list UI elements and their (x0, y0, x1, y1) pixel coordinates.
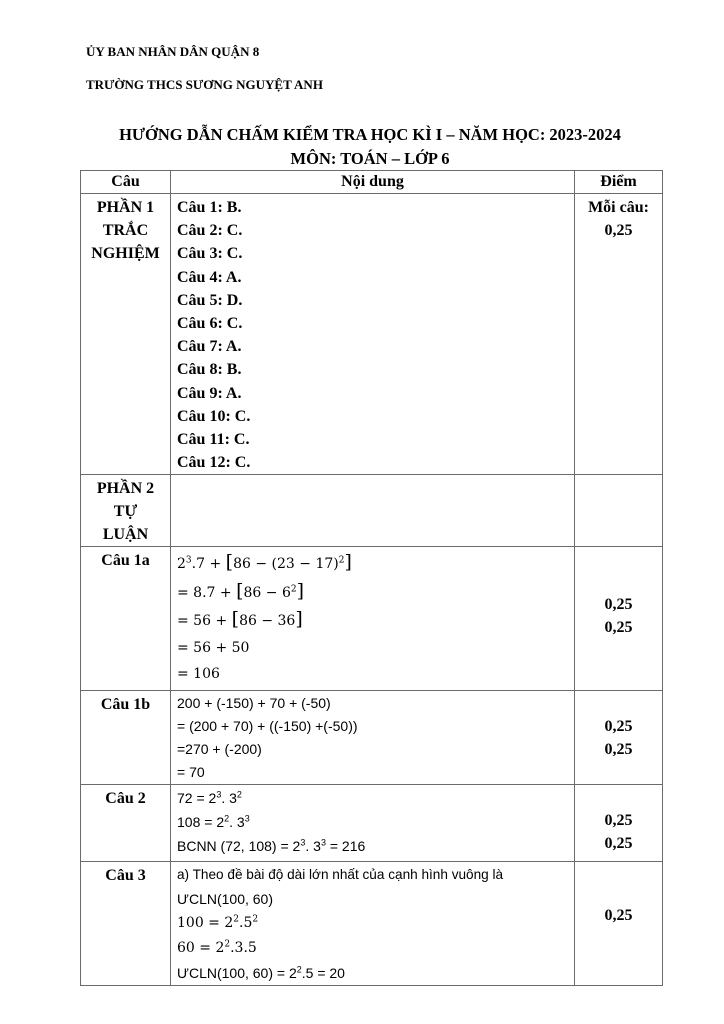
part1-label (81, 194, 171, 475)
q1b-line: = 70 (177, 764, 205, 781)
q1a-points (575, 547, 663, 691)
math-token: .5 = 20 (301, 965, 345, 982)
math-token: 108 = 2 (177, 814, 225, 831)
header-diem: Điểm (575, 171, 663, 194)
answer-item: Câu 9: A. (177, 384, 242, 402)
answer-item: Câu 11: C. (177, 431, 250, 449)
math-token: = 216 (325, 838, 366, 855)
table-row-part1 (81, 194, 663, 475)
answer-item: Câu 3: C. (177, 245, 243, 263)
points-value: 0,25 (604, 835, 633, 853)
q1a-line-2: = $8.7 + [86 - 6^2]$ (177, 579, 305, 602)
table-row-part2 (81, 475, 663, 547)
math-exp: 3 (300, 837, 306, 848)
q3-label: Câu 3 (81, 862, 171, 986)
math-token: . 3 (305, 838, 321, 855)
q2-line-3 (177, 834, 574, 858)
answer-item: Câu 12: C. (177, 454, 251, 472)
math-token: .5 (239, 915, 253, 932)
answer-item: Câu 7: A. (177, 338, 242, 356)
header-noi-dung: Nội dung (171, 171, 575, 194)
q1b-line: =270 + (-200) (177, 741, 262, 758)
points-value: 0,25 (604, 812, 633, 830)
part2-points (575, 475, 663, 547)
table-header-row (81, 171, 663, 194)
answer-item: Câu 5: D. (177, 291, 243, 309)
answer-item: Câu 2: C. (177, 222, 243, 240)
answer-item: Câu 6: C. (177, 315, 243, 333)
part2-content (171, 475, 575, 547)
part1-label-line: NGHIỆM (91, 245, 160, 262)
q1b-line: = (200 + 70) + ((-150) +(-50)) (177, 718, 358, 735)
math-token: 2 (177, 556, 186, 573)
q2-label: Câu 2 (81, 785, 171, 862)
q1a-line-1: $2^3.7 + [86 - (23 - 17)^2]$ (177, 551, 352, 574)
math-exp: 2 (338, 555, 345, 566)
q1a-content (171, 547, 575, 691)
part2-label-line: LUẬN (102, 526, 149, 544)
grading-table (80, 170, 663, 986)
points-value: 0,25 (604, 907, 633, 925)
math-exp: 3 (244, 813, 250, 824)
doc-subtitle: MÔN: TOÁN – LỚP 6 (290, 149, 450, 168)
q2-line-1 (177, 786, 574, 810)
q3-line-4 (177, 936, 574, 961)
table-row-q2 (81, 785, 663, 862)
table-row-q1a (81, 547, 663, 691)
answer-item: Câu 10: C. (177, 407, 251, 425)
part1-label-line: TRẮC (102, 222, 149, 239)
math-token: 86 − (233, 556, 272, 573)
part2-label (81, 475, 171, 547)
table-row-q1b (81, 691, 663, 785)
math-token: . 3 (221, 790, 237, 807)
q2-points (575, 785, 663, 862)
points-value: 0,25 (604, 718, 633, 736)
math-token: BCNN (72, 108) = 2 (177, 838, 301, 855)
answer-item: Câu 4: A. (177, 268, 242, 286)
points-value: 0,25 (604, 619, 633, 637)
q3-line-5 (177, 961, 574, 985)
math-token: .3.5 (230, 940, 257, 957)
math-token: 86 − 36 (239, 613, 296, 630)
answer-item: Câu 8: B. (177, 361, 242, 379)
math-token: 100 = 2 (177, 915, 234, 932)
doc-title: HƯỚNG DẪN CHẤM KIỂM TRA HỌC KÌ I – NĂM HỌC: 2023-2024 (119, 125, 621, 144)
part2-label-line: PHẦN 2 (96, 480, 155, 498)
math-token: . 3 (229, 814, 245, 831)
math-token: (23 − 17) (271, 556, 339, 573)
q3-line-1: a) Theo đề bài độ dài lớn nhất của cạnh hình vuông là (177, 867, 504, 883)
math-exp: 2 (236, 789, 242, 800)
math-token: 60 = 2 (177, 940, 225, 957)
q3-line-3 (177, 911, 574, 936)
q1a-line-4: = 56 + 50 (177, 639, 250, 656)
q1a-line-5: = 106 (177, 666, 220, 683)
math-token: 72 = 2 (177, 790, 217, 807)
points-value: 0,25 (604, 596, 633, 614)
q1a-label: Câu 1a (81, 547, 171, 691)
points-value: 0,25 (604, 222, 633, 239)
q1b-points (575, 691, 663, 785)
points-label: Mỗi câu: (588, 199, 649, 216)
district-header: ỦY BAN NHÂN DÂN QUẬN 8 (86, 44, 260, 59)
math-exp: 3 (185, 555, 192, 566)
math-token: 86 − 6 (243, 584, 291, 601)
math-exp: 2 (224, 939, 231, 950)
table-row-q3 (81, 862, 663, 986)
math-exp: 2 (224, 813, 230, 824)
math-exp: 2 (233, 914, 239, 925)
q3-line-2: ƯCLN(100, 60) (177, 891, 273, 908)
math-exp: 3 (216, 789, 222, 800)
math-exp: 2 (290, 584, 297, 595)
points-value: 0,25 (604, 741, 633, 759)
header-cau: Câu (81, 171, 171, 194)
math-token: .7 + (191, 556, 226, 573)
school-header: TRƯỜNG THCS SƯƠNG NGUYỆT ANH (86, 77, 323, 92)
math-token: ƯCLN(100, 60) = 2 (177, 965, 297, 982)
q1b-content (171, 691, 575, 785)
q3-content (171, 862, 575, 986)
part1-label-line: PHẦN 1 (96, 199, 155, 216)
q1b-label: Câu 1b (81, 691, 171, 785)
q1b-line: 200 + (-150) + 70 + (-50) (177, 695, 331, 712)
q2-content (171, 785, 575, 862)
q2-line-2 (177, 810, 574, 834)
math-exp: 2 (296, 964, 302, 975)
math-token: = 56 + (177, 613, 232, 630)
answer-item: Câu 1: B. (177, 199, 242, 216)
math-token: = 8.7 + (177, 584, 237, 601)
q1a-line-3: = 56 + [86 − 36] (177, 608, 303, 631)
part1-answers (171, 194, 575, 475)
math-exp: 3 (320, 837, 326, 848)
math-exp: 2 (252, 914, 259, 925)
q3-points (575, 862, 663, 986)
part1-points (575, 194, 663, 475)
part2-label-line: TỰ (113, 503, 138, 521)
